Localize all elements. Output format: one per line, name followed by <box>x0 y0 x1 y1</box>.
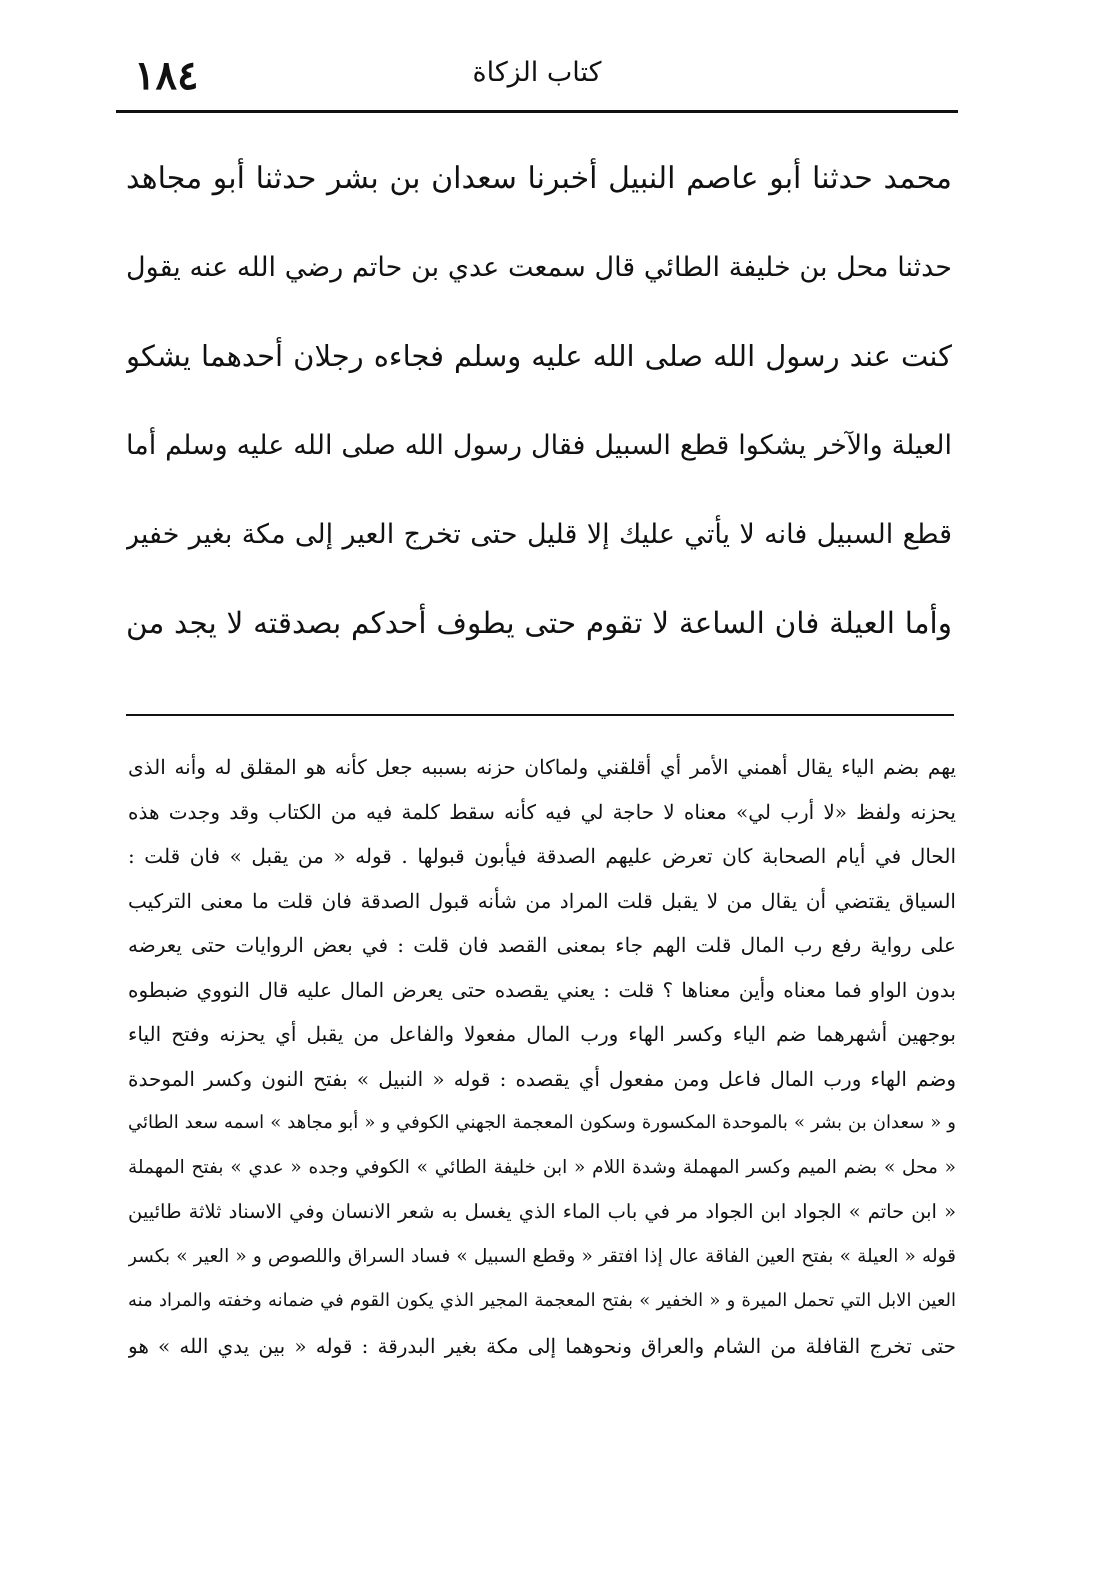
page-number: ١٨٤ <box>134 52 199 99</box>
running-title: كتاب الزكاة <box>472 57 602 88</box>
commentary-line: و « سعدان بن بشر » بالموحدة المكسورة وسكون المعجمة الجهني الكوفي و « أبو مجاهد » اسمه سعد الطائي <box>128 1112 956 1133</box>
hadith-line: وأما العيلة فان الساعة لا تقوم حتى يطوف أحدكم بصدقته لا يجد من <box>126 606 952 640</box>
commentary-line: وضم الهاء ورب المال فاعل ومن مفعول أي يقصده : قوله « النبيل » بفتح النون وكسر الموحدة <box>128 1066 956 1091</box>
footnote-divider <box>126 714 954 716</box>
commentary-line: « محل » بضم الميم وكسر المهملة وشدة اللام « ابن خليفة الطائي » الكوفي وجده « عدي » بفتح المهملة <box>128 1156 956 1178</box>
commentary-line: العين الابل التي تحمل الميرة و « الخفير » بفتح المعجمة المجير الذي يكون القوم في ضمانه وخفته والمراد منه <box>128 1290 956 1311</box>
hadith-line: كنت عند رسول الله صلى الله عليه وسلم فجاءه رجلان أحدهما يشكو <box>126 339 952 373</box>
commentary-line: الحال في أيام الصحابة كان تعرض عليهم الصدقة فيأبون قبولها . قوله « من يقبل » فان قلت : <box>128 844 956 868</box>
commentary-line: بدون الواو فما معناه وأين معناها ؟ قلت : يعني يقصده حتى يعرض المال عليه قال النووي ضبطوه <box>128 977 956 1002</box>
commentary-line: يهم بضم الياء يقال أهمني الأمر أي أقلقني ولماكان حزنه بسببه جعل كأنه هو المقلق له وأنه الذى <box>128 755 956 779</box>
commentary-line: السياق يقتضي أن يقال من لا يقبل قلت المراد من شأنه قبول الصدقة فان قلت ما معنى التركيب <box>128 888 956 913</box>
commentary-line: قوله « العيلة » بفتح العين الفاقة عال إذا افتقر « وقطع السبيل » فساد السراق واللصوص و « العير » بكسر <box>128 1245 956 1267</box>
commentary-line: يحزنه ولفظ «لا أرب لي» معناه لا حاجة لي فيه كأنه سقط كلمة فيه من الكتاب وقد وجدت هذه <box>128 799 956 824</box>
hadith-line: محمد حدثنا أبو عاصم النبيل أخبرنا سعدان بن بشر حدثنا أبو مجاهد <box>126 161 952 196</box>
header-rule <box>116 110 958 113</box>
commentary-line: حتى تخرج القافلة من الشام والعراق ونحوهما إلى مكة بغير البدرقة : قوله « بين يدي الله » هو <box>128 1333 956 1358</box>
commentary-line: على رواية رفع رب المال قلت الهم جاء بمعنى القصد فان قلت : في بعض الروايات حتى يعرضه <box>128 933 956 957</box>
commentary-line: بوجهين أشهرهما ضم الياء وكسر الهاء ورب المال مفعولا والفاعل من يقبل أي يحزنه وفتح الياء <box>128 1022 956 1046</box>
commentary-text <box>128 745 956 1368</box>
hadith-line: حدثنا محل بن خليفة الطائي قال سمعت عدي بن حاتم رضي الله عنه يقول <box>126 252 952 283</box>
hadith-line: العيلة والآخر يشكوا قطع السبيل فقال رسول الله صلى الله عليه وسلم أما <box>126 430 952 461</box>
hadith-line: قطع السبيل فانه لا يأتي عليك إلا قليل حتى تخرج العير إلى مكة بغير خفير <box>126 519 952 550</box>
hadith-text <box>126 134 952 668</box>
page-header <box>116 50 958 114</box>
commentary-line: « ابن حاتم » الجواد ابن الجواد مر في باب الماء الذي يغسل به شعر الانسان وفي الاسناد ثلاثة طائيين <box>128 1200 956 1223</box>
